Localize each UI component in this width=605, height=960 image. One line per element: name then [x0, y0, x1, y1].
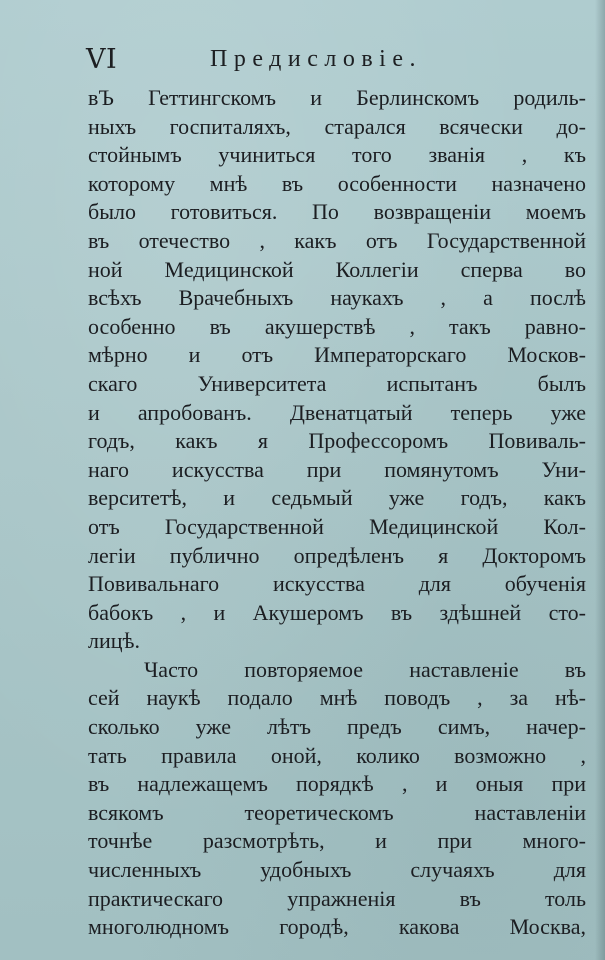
- text-line: особенно въ акушерствѣ , такъ равно-: [88, 313, 586, 339]
- paragraph: [88, 84, 586, 656]
- text-line: въ отечество , какъ отъ Государственной: [88, 227, 586, 253]
- running-head: Предисловіе.: [210, 46, 423, 72]
- text-line: Повивальнаго искусства для обученія: [88, 571, 586, 597]
- text-line: многолюдномъ городѣ, какова Москва,: [88, 914, 586, 940]
- text-line: ной Медицинской Коллегіи сперва во: [88, 256, 586, 282]
- text-line: наго искусства при помянутомъ Уни-: [88, 456, 586, 482]
- text-line: и апробованъ. Двенатцатый теперь уже: [88, 399, 586, 425]
- text-line: стойнымъ учиниться того званія , къ: [88, 142, 586, 168]
- body-text: [88, 84, 586, 942]
- text-line: отъ Государственной Медицинской Кол-: [88, 513, 586, 539]
- text-line: которому мнѣ въ особенности назначено: [88, 170, 586, 196]
- page-edge-shadow: [595, 0, 605, 960]
- page-header: [86, 44, 496, 80]
- text-line: легіи публично опредѣленъ я Докторомъ: [88, 542, 586, 568]
- text-line: сколько уже лѣтъ предъ симъ, начер-: [88, 714, 586, 740]
- text-line: верситетѣ, и седьмый уже годъ, какъ: [88, 485, 586, 511]
- text-line: всѣхъ Врачебныхъ наукахъ , а послѣ: [88, 285, 586, 311]
- text-line: всякомъ теоретическомъ наставленіи: [88, 799, 586, 825]
- text-line: мѣрно и отъ Императорскаго Москов-: [88, 342, 586, 368]
- text-line: въ надлежащемъ порядкѣ , и оныя при: [88, 771, 586, 797]
- text-line: лицѣ.: [88, 628, 140, 654]
- text-line: ныхъ госпиталяхъ, старался всячески до-: [88, 113, 586, 139]
- paragraph: [88, 656, 586, 942]
- text-line: сей наукѣ подало мнѣ поводъ , за нѣ-: [88, 685, 586, 711]
- text-line: годъ, какъ я Профессоромъ Повиваль-: [88, 428, 586, 454]
- text-line: численныхъ удобныхъ случаяхъ для: [88, 857, 586, 883]
- text-line: было готовиться. По возвращеніи моемъ: [88, 199, 586, 225]
- text-line: точнѣе разсмотрѣть, и при много-: [88, 828, 586, 854]
- text-line: тать правила оной, колико возможно ,: [88, 742, 586, 768]
- text-line: бабокъ , и Акушеромъ въ здѣшней сто-: [88, 599, 586, 625]
- page-number: VI: [86, 44, 118, 75]
- text-line: вЪ Геттингскомъ и Берлинскомъ родиль-: [88, 85, 586, 110]
- text-line: практическаго упражненія въ толь: [88, 885, 586, 911]
- text-line: Часто повторяемое наставленіе въ: [144, 656, 586, 682]
- text-line: скаго Университета испытанъ былъ: [88, 370, 586, 396]
